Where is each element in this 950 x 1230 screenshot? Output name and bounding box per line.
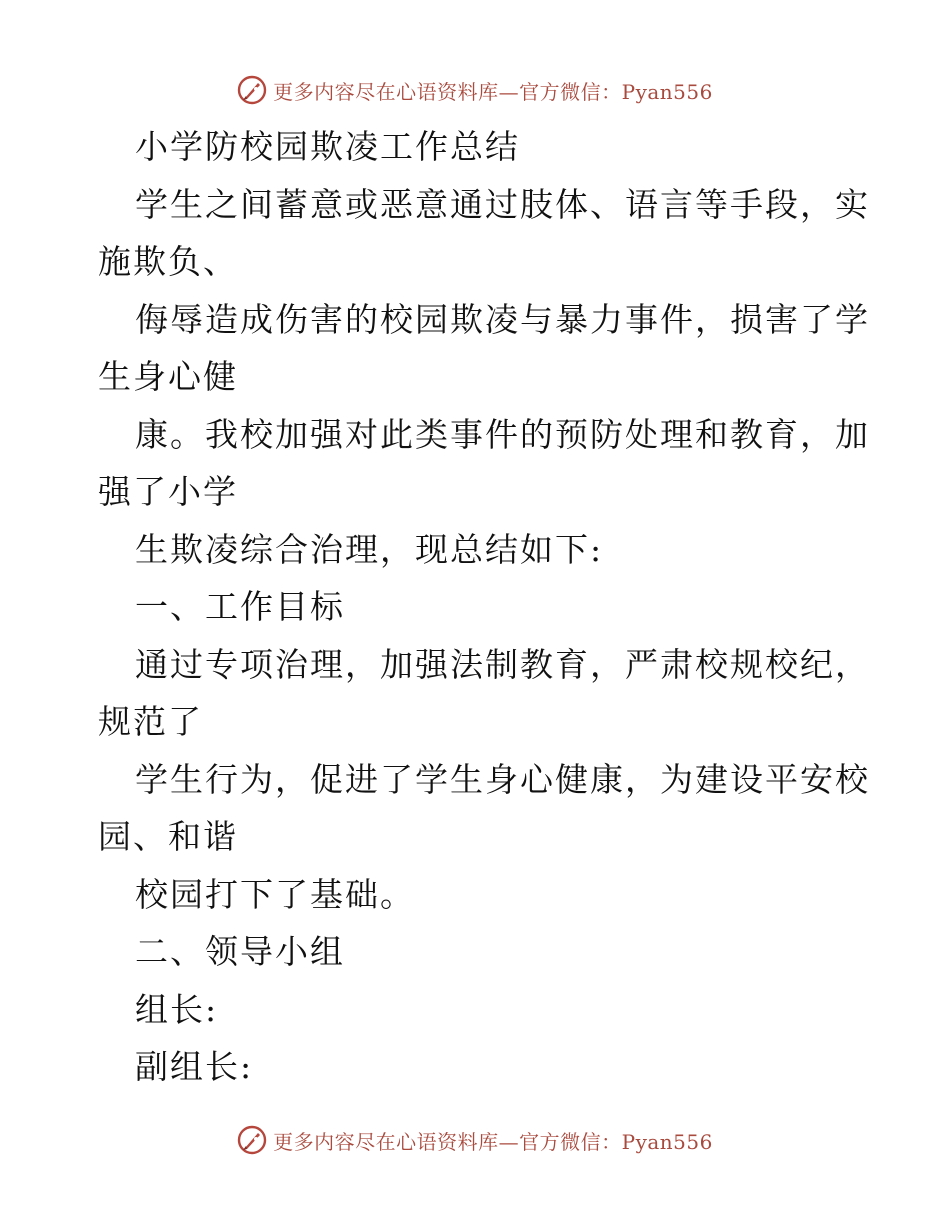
quill-pen-logo-icon [237,1125,267,1155]
paragraph-line: 校园打下了基础。 [135,874,415,914]
section-heading: 一、工作目标 [135,587,345,626]
paragraph-line: 生欺凌综合治理，现总结如下: [135,529,604,569]
paragraph-line: 通过专项治理，加强法制教育，严肃校规校纪， [135,644,870,684]
paragraph-line: 园、和谐 [98,817,238,856]
quill-pen-logo-icon [237,75,267,105]
paragraph-line: 学生之间蓄意或恶意通过肢体、语言等手段，实 [135,184,870,224]
paragraph-line: 强了小学 [98,472,238,511]
document-body [98,118,870,1096]
section-heading: 二、领导小组 [135,932,345,971]
paragraph-line: 康。我校加强对此类事件的预防处理和教育，加 [135,414,870,454]
form-field-label: 副组长: [135,1047,254,1086]
banner-text: 更多内容尽在心语资料库—官方微信：Pyan556 [273,79,713,104]
form-field-label: 组长: [135,989,219,1029]
paragraph-line: 学生行为，促进了学生身心健康，为建设平安校 [135,759,870,799]
paragraph-line: 规范了 [98,702,203,741]
banner-text: 更多内容尽在心语资料库—官方微信：Pyan556 [273,1129,713,1154]
paragraph-line: 施欺负、 [98,242,238,281]
footer-watermark-banner [0,1120,950,1160]
document-title: 小学防校园欺凌工作总结 [135,127,520,166]
paragraph-line: 侮辱造成伤害的校园欺凌与暴力事件，损害了学 [135,299,870,339]
paragraph-line: 生身心健 [98,357,238,396]
header-watermark-banner [0,70,950,110]
